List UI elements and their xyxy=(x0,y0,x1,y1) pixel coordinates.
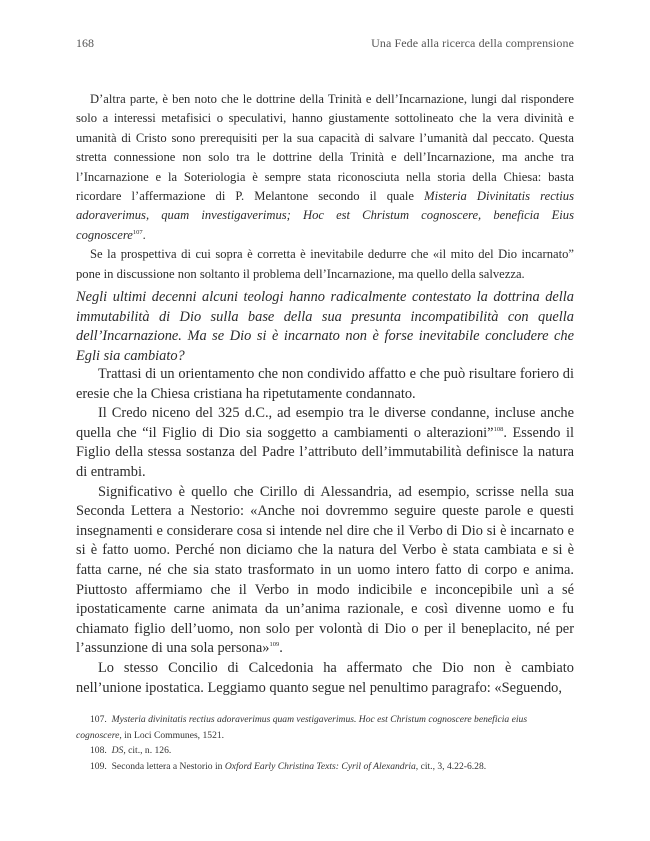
paragraph-chalcedon: Lo stesso Concilio di Calcedonia ha affermato che Dio non è cambiato nell’unione ipostatica. Leggiamo quanto segue nel penultimo paragrafo: «Seguendo, xyxy=(76,659,574,696)
paragraph-orientation: Trattasi di un orientamento che non condivido affatto e che può risultare foriero di eresie che la Chiesa cristiana ha ripetutamente condannato. xyxy=(76,366,574,402)
footnote-108: 108. DS, cit., n. 126. xyxy=(90,745,172,757)
footnote-ref-109: 109 xyxy=(269,641,280,649)
paragraph-cyril: Significativo è quello che Cirillo di Alessandria, ad esempio, scrisse nella sua Seconda Lettera a Nestorio: «Anche noi dovremmo seguire queste parole e questi insegnamenti e considerare cosa si intende nel dire che il Verbo di Dio si è incarnato e si è fatto uomo. Perché non diciamo che la natura del Verbo è stata cambiata e si è fatta carne, né che sia stato trasformato in un uomo intero fatto di corpo e anima. Piuttosto affermiamo che il Verbo in modo indicibile e inconcepibile unì a sé ipostaticamente carne animata da un’anima razionale, e così divenne uomo e fu chiamato figlio dell’uomo, non solo per volontà di Dio o per il beneplacito, né per l’assunzione di una sola persona»$^{109}$. xyxy=(76,483,574,657)
paragraph-myth: Se la prospettiva di cui sopra è corretta è inevitabile dedurre che «il mito del Dio incarnato” pone in discussione non soltanto il problema dell’Incarnazione, ma quello della salvezza. xyxy=(76,247,574,281)
footnote-ref-108: 108 xyxy=(493,425,504,433)
footnote-109: 109. Seconda lettera a Nestorio in Oxford Early Christina Texts: Cyril of Alexandria, cit., 3, 4.22-6.28. xyxy=(90,760,487,772)
page-number: 168 xyxy=(76,36,94,50)
section-question: Negli ultimi decenni alcuni teologi hanno radicalmente contestato la dottrina della immutabilità di Dio sulla base della sua presunta incompatibilità con quella dell’Incarnazione. Ma se Dio si è incarnato non è forse inevitabile concludere che Egli sia cambiato? xyxy=(76,289,574,364)
paragraph-nicene-creed: Il Credo niceno del 325 d.C., ad esempio tra le diverse condanne, incluse anche quella che “il Figlio di Dio sia soggetto a cambiamenti o alterazioni”$^{108}$. Essendo il Figlio della stessa sostanza del Padre l’attributo dell’immutabilità definisce la natura di entrambi. xyxy=(76,405,574,480)
footnote-107: 107. Mysteria divinitatis rectius adoraverimus quam vestigaverimus. Hoc est Christum cognoscere beneficia eius cognoscere, in Loci Communes, 1521. xyxy=(76,714,528,741)
running-header xyxy=(76,36,574,52)
answer-section xyxy=(76,365,574,698)
latin-quotation: Misteria Divinitatis rectius adoraverimus, quam investigaverimus; Hoc est Christum cognoscere, beneficia Eius cognoscere xyxy=(76,189,574,242)
paragraph-trinity-incarnation: D’altra parte, è ben noto che le dottrine della Trinità e dell’Incarnazione, lungi dal rispondere solo a interessi metafisici o speculativi, hanno giustamente sottolineato che la vera divinità e umanità di Cristo sono prerequisiti per la sua capacità di salvare l’umanità dal peccato. Questa stretta connessione non solo tra le dottrine della Trinità e dell’Incarnazione, ma anche tra l’Incarnazione e la Soteriologia è sempre stata riconosciuta nella storia della Chiesa: basta ricordare l’affermazione di P. Melantone secondo il quale Misteria Divinitatis rectius adoraverimus, quam investigaverimus; Hoc est Christum cognoscere, beneficia Eius cognoscere$^{107}$. xyxy=(76,92,574,242)
footnotes xyxy=(76,712,574,774)
running-title: Una Fede alla ricerca della comprensione xyxy=(371,36,574,50)
intro-section xyxy=(76,90,574,284)
footnote-ref-107: 107 xyxy=(132,228,143,236)
